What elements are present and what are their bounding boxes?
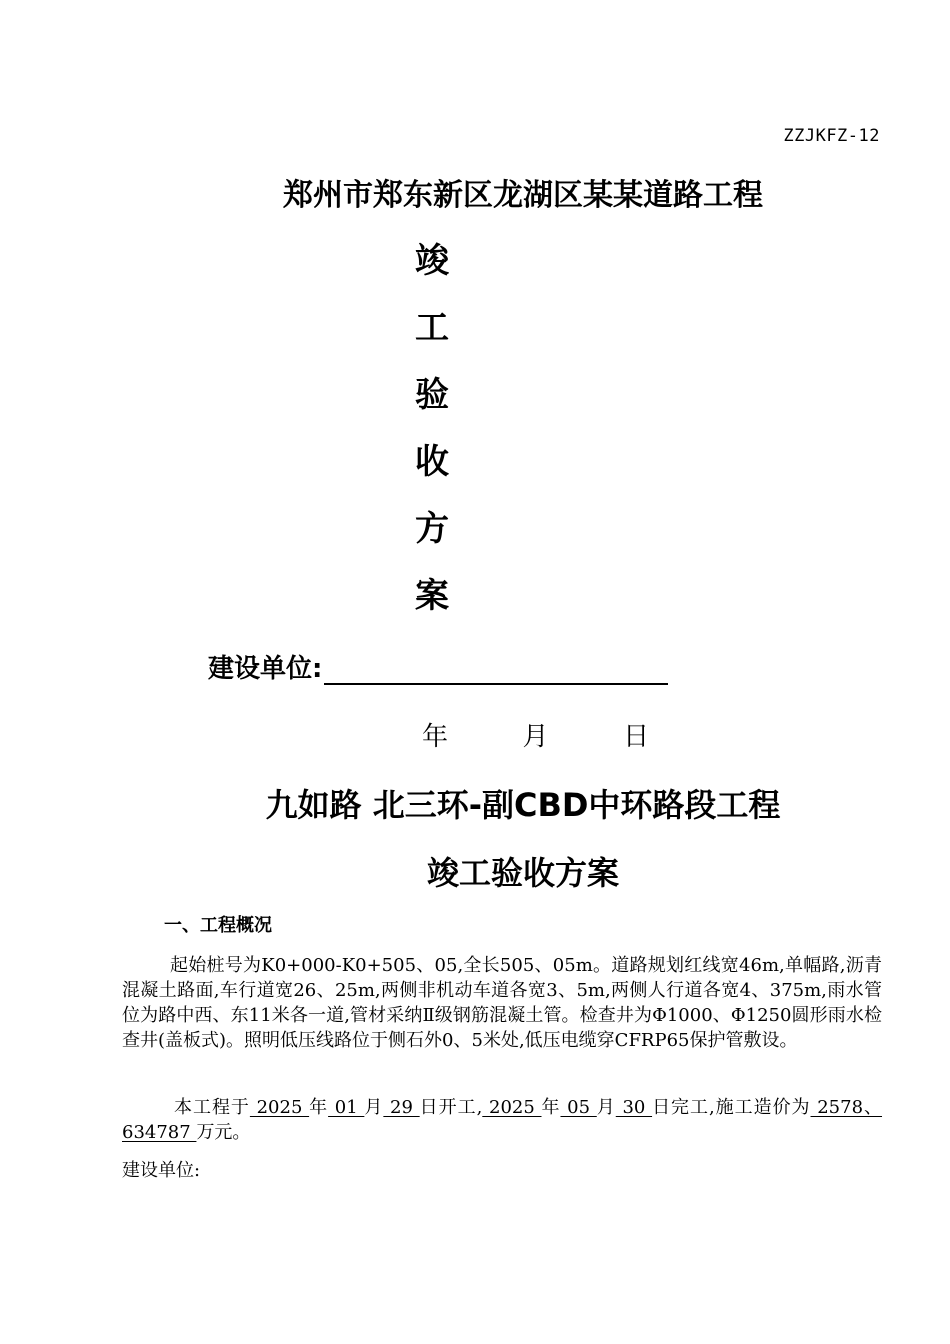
- end-day: 30: [615, 1097, 653, 1118]
- construction-cost: 2578、634787: [122, 1097, 883, 1143]
- date-day-label: 日: [623, 722, 650, 752]
- builder-paragraph: 建设单位:: [122, 1160, 201, 1181]
- year-label: 年: [541, 1097, 561, 1118]
- vertical-title-char: 方: [415, 509, 449, 549]
- builder-blank-line: [324, 653, 668, 685]
- start-month: 01: [328, 1097, 365, 1118]
- vertical-title-char: 验: [415, 375, 449, 415]
- schedule-prefix: 本工程于: [174, 1097, 250, 1118]
- end-year: 2025: [482, 1097, 542, 1118]
- date-line: [422, 716, 649, 753]
- main-title: 郑州市郑东新区龙湖区某某道路工程: [283, 178, 763, 213]
- start-suffix: 日开工,: [419, 1097, 483, 1118]
- start-day: 29: [383, 1097, 420, 1118]
- end-suffix: 日完工,施工造价为: [652, 1097, 811, 1118]
- plan-title: 竣工验收方案: [426, 854, 619, 892]
- date-year-label: 年: [422, 722, 449, 752]
- month-label: 月: [596, 1097, 616, 1118]
- builder-field: [208, 648, 668, 685]
- month-label: 月: [364, 1097, 384, 1118]
- schedule-paragraph: [122, 1095, 882, 1145]
- cost-unit: 万元。: [196, 1122, 251, 1143]
- vertical-title-char: 收: [415, 442, 449, 482]
- vertical-title-char: 竣: [415, 241, 449, 281]
- end-month: 05: [560, 1097, 597, 1118]
- vertical-title: [415, 232, 459, 634]
- builder-label: 建设单位:: [208, 654, 323, 684]
- date-month-label: 月: [522, 722, 549, 752]
- start-year: 2025: [249, 1097, 310, 1118]
- overview-paragraph: 起始桩号为K0+000-K0+505、05,全长505、05m。道路规划红线宽46m,单幅路,沥青混凝土路面,车行道宽26、25m,两侧非机动车道各宽3、5m,两侧人行道各宽4、375m,雨水管位为路中西、东11米各一道,管材采纳Ⅱ级钢筋混凝土管。检查井为Φ1000、Φ1250圆形雨水检查井(盖板式)。照明低压线路位于侧石外0、5米处,低压电缆穿CFRP65保护管敷设。: [122, 955, 882, 1051]
- project-title: 九如路 北三环-副CBD中环路段工程: [265, 786, 781, 824]
- document-code: ZZJKFZ-12: [783, 126, 880, 146]
- vertical-title-char: 工: [415, 308, 449, 348]
- vertical-title-char: 案: [415, 576, 449, 616]
- section-heading-overview: 一、工程概况: [164, 915, 272, 936]
- year-label: 年: [309, 1097, 329, 1118]
